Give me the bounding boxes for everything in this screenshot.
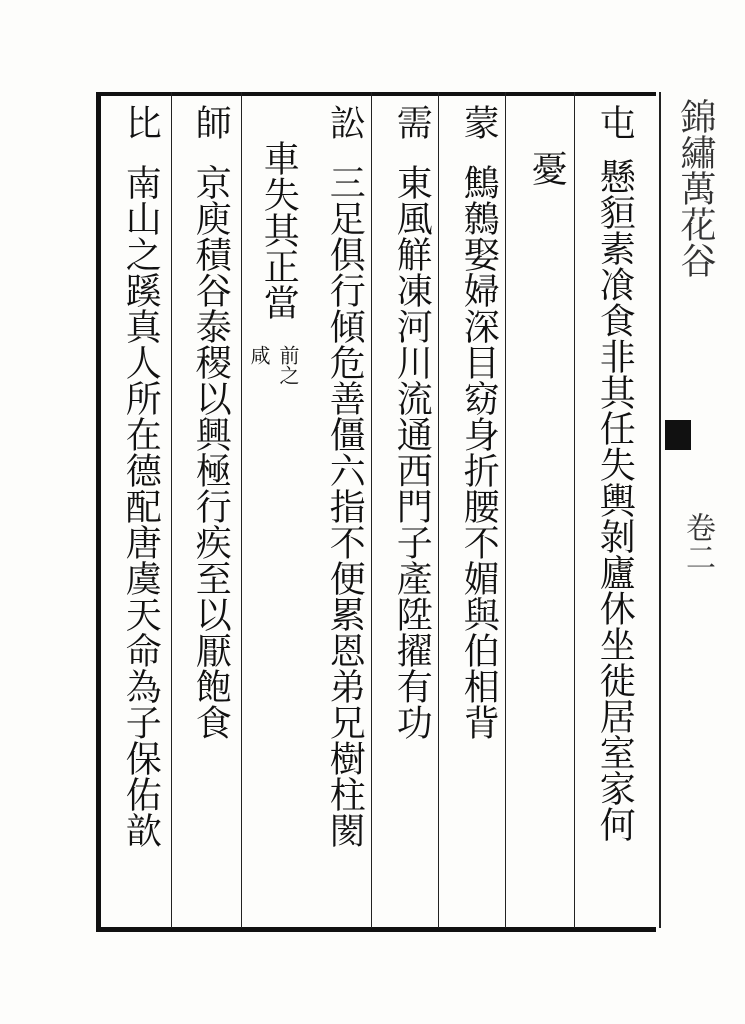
column-divider	[371, 92, 372, 928]
annotation-note: 咸	[247, 345, 271, 365]
hexagram-heading: 蒙	[458, 104, 500, 140]
text-column-continuation	[252, 140, 304, 320]
column-text: 鷦鷯娶婦深目窈身折腰不媚與伯相背	[458, 164, 500, 740]
text-column-tun	[588, 104, 640, 842]
text-column-xu	[385, 104, 437, 740]
column-divider	[241, 92, 242, 928]
annotation-note: 前之	[276, 345, 300, 385]
column-text: 南山之蹊真人所在德配唐虞天命為子保佑歆	[120, 164, 162, 848]
column-text: 車失其正當	[258, 140, 300, 320]
column-divider	[505, 92, 506, 928]
hexagram-heading: 師	[190, 104, 232, 140]
hexagram-heading: 訟	[324, 104, 366, 140]
column-text: 東風觧凍河川流通西門子產陞擢有功	[391, 164, 433, 740]
text-column-bi	[114, 104, 166, 848]
column-divider	[574, 92, 575, 928]
page-frame	[96, 92, 656, 932]
edge-page-number: 卷二	[680, 512, 715, 572]
hexagram-heading: 比	[120, 104, 162, 140]
column-text: 憂	[526, 150, 568, 186]
column-divider	[438, 92, 439, 928]
column-text: 京庾積谷泰稷以興極行疾至以厭飽食	[190, 164, 232, 740]
column-divider	[171, 92, 172, 928]
text-column-song	[318, 104, 370, 848]
hexagram-heading: 需	[391, 104, 433, 140]
text-column-shi	[184, 104, 236, 740]
hexagram-heading: 屯	[594, 104, 636, 140]
page-edge-label	[659, 92, 745, 928]
text-column-meng	[452, 104, 504, 740]
column-text: 懸貆素飡食非其任失輿剝廬休坐徙居室家何	[594, 158, 636, 842]
column-text: 三足俱行傾危善僵六指不便累恩弟兄樹柱閡	[324, 164, 366, 848]
text-column-continuation	[520, 150, 572, 186]
fishtail-mark	[665, 420, 691, 450]
edge-title: 錦繡萬花谷	[675, 98, 716, 278]
